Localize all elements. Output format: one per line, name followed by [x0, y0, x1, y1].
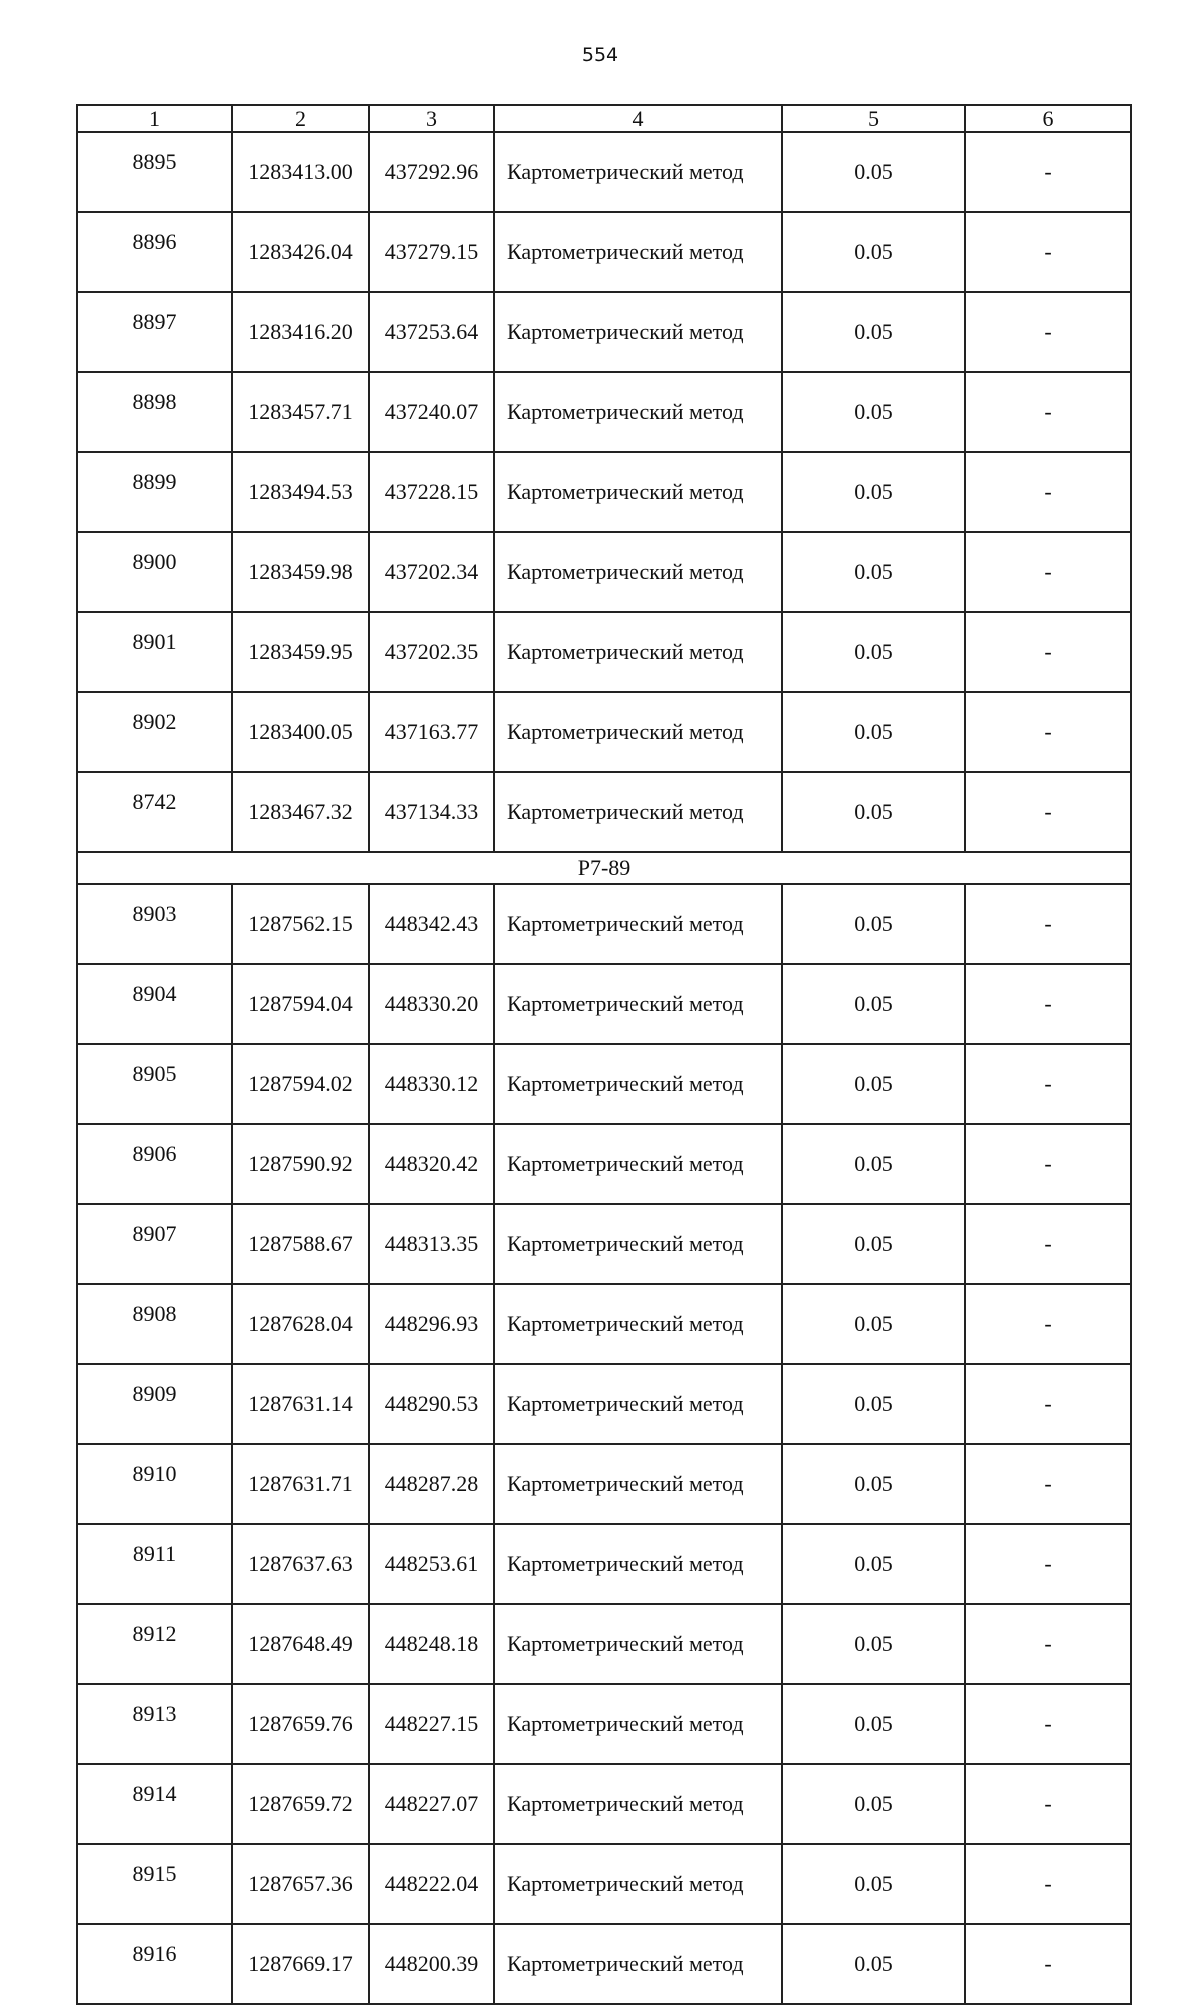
method-cell: Картометрический метод	[494, 1684, 782, 1764]
point-number-cell: 8742	[77, 772, 232, 852]
y-coordinate-cell: 437240.07	[369, 372, 494, 452]
table-row	[77, 292, 1131, 372]
header-cell-col1: 1	[77, 105, 232, 132]
table-row	[77, 612, 1131, 692]
x-coordinate-cell: 1283467.32	[232, 772, 369, 852]
note-cell: -	[965, 1204, 1131, 1284]
y-coordinate-cell: 448227.07	[369, 1764, 494, 1844]
y-coordinate-cell: 437202.35	[369, 612, 494, 692]
table-row	[77, 1844, 1131, 1924]
table-row	[77, 1924, 1131, 2004]
table-row	[77, 532, 1131, 612]
method-cell: Картометрический метод	[494, 1524, 782, 1604]
x-coordinate-cell: 1283459.98	[232, 532, 369, 612]
table-row	[77, 1604, 1131, 1684]
x-coordinate-cell: 1287637.63	[232, 1524, 369, 1604]
note-cell: -	[965, 212, 1131, 292]
accuracy-cell: 0.05	[782, 1044, 965, 1124]
x-coordinate-cell: 1287669.17	[232, 1924, 369, 2004]
table-row	[77, 132, 1131, 212]
table-body	[77, 105, 1131, 2004]
note-cell: -	[965, 1284, 1131, 1364]
note-cell: -	[965, 1684, 1131, 1764]
x-coordinate-cell: 1287562.15	[232, 884, 369, 964]
accuracy-cell: 0.05	[782, 1924, 965, 2004]
method-cell: Картометрический метод	[494, 1044, 782, 1124]
accuracy-cell: 0.05	[782, 292, 965, 372]
method-cell: Картометрический метод	[494, 1204, 782, 1284]
x-coordinate-cell: 1283494.53	[232, 452, 369, 532]
x-coordinate-cell: 1283416.20	[232, 292, 369, 372]
header-cell-col2: 2	[232, 105, 369, 132]
accuracy-cell: 0.05	[782, 692, 965, 772]
accuracy-cell: 0.05	[782, 1844, 965, 1924]
method-cell: Картометрический метод	[494, 1284, 782, 1364]
method-cell: Картометрический метод	[494, 692, 782, 772]
note-cell: -	[965, 1444, 1131, 1524]
y-coordinate-cell: 437279.15	[369, 212, 494, 292]
header-cell-col3: 3	[369, 105, 494, 132]
accuracy-cell: 0.05	[782, 452, 965, 532]
method-cell: Картометрический метод	[494, 612, 782, 692]
method-cell: Картометрический метод	[494, 132, 782, 212]
note-cell: -	[965, 452, 1131, 532]
accuracy-cell: 0.05	[782, 1364, 965, 1444]
table-row	[77, 1044, 1131, 1124]
table-row	[77, 452, 1131, 532]
x-coordinate-cell: 1287590.92	[232, 1124, 369, 1204]
method-cell: Картометрический метод	[494, 964, 782, 1044]
note-cell: -	[965, 132, 1131, 212]
accuracy-cell: 0.05	[782, 1124, 965, 1204]
method-cell: Картометрический метод	[494, 1764, 782, 1844]
method-cell: Картометрический метод	[494, 1444, 782, 1524]
accuracy-cell: 0.05	[782, 1284, 965, 1364]
accuracy-cell: 0.05	[782, 964, 965, 1044]
point-number-cell: 8901	[77, 612, 232, 692]
y-coordinate-cell: 448200.39	[369, 1924, 494, 2004]
method-cell: Картометрический метод	[494, 772, 782, 852]
note-cell: -	[965, 1124, 1131, 1204]
note-cell: -	[965, 1364, 1131, 1444]
point-number-cell: 8907	[77, 1204, 232, 1284]
x-coordinate-cell: 1287631.14	[232, 1364, 369, 1444]
point-number-cell: 8897	[77, 292, 232, 372]
point-number-cell: 8913	[77, 1684, 232, 1764]
x-coordinate-cell: 1283457.71	[232, 372, 369, 452]
y-coordinate-cell: 448290.53	[369, 1364, 494, 1444]
accuracy-cell: 0.05	[782, 132, 965, 212]
table-row	[77, 1684, 1131, 1764]
note-cell: -	[965, 372, 1131, 452]
coordinates-table	[76, 104, 1132, 2005]
table-row	[77, 372, 1131, 452]
point-number-cell: 8898	[77, 372, 232, 452]
y-coordinate-cell: 448287.28	[369, 1444, 494, 1524]
note-cell: -	[965, 1764, 1131, 1844]
accuracy-cell: 0.05	[782, 1764, 965, 1844]
accuracy-cell: 0.05	[782, 1204, 965, 1284]
note-cell: -	[965, 1604, 1131, 1684]
x-coordinate-cell: 1283459.95	[232, 612, 369, 692]
accuracy-cell: 0.05	[782, 1684, 965, 1764]
x-coordinate-cell: 1287628.04	[232, 1284, 369, 1364]
x-coordinate-cell: 1283413.00	[232, 132, 369, 212]
table-row	[77, 1284, 1131, 1364]
section-title: Р7-89	[77, 852, 1131, 884]
y-coordinate-cell: 437163.77	[369, 692, 494, 772]
method-cell: Картометрический метод	[494, 1924, 782, 2004]
x-coordinate-cell: 1287648.49	[232, 1604, 369, 1684]
header-row	[77, 105, 1131, 132]
point-number-cell: 8895	[77, 132, 232, 212]
y-coordinate-cell: 437292.96	[369, 132, 494, 212]
point-number-cell: 8905	[77, 1044, 232, 1124]
y-coordinate-cell: 448253.61	[369, 1524, 494, 1604]
accuracy-cell: 0.05	[782, 772, 965, 852]
method-cell: Картометрический метод	[494, 884, 782, 964]
y-coordinate-cell: 448248.18	[369, 1604, 494, 1684]
point-number-cell: 8915	[77, 1844, 232, 1924]
section-header-row	[77, 852, 1131, 884]
y-coordinate-cell: 448222.04	[369, 1844, 494, 1924]
y-coordinate-cell: 448227.15	[369, 1684, 494, 1764]
accuracy-cell: 0.05	[782, 212, 965, 292]
y-coordinate-cell: 448313.35	[369, 1204, 494, 1284]
table-row	[77, 692, 1131, 772]
x-coordinate-cell: 1287594.04	[232, 964, 369, 1044]
point-number-cell: 8902	[77, 692, 232, 772]
y-coordinate-cell: 437202.34	[369, 532, 494, 612]
point-number-cell: 8899	[77, 452, 232, 532]
point-number-cell: 8909	[77, 1364, 232, 1444]
y-coordinate-cell: 448342.43	[369, 884, 494, 964]
accuracy-cell: 0.05	[782, 1444, 965, 1524]
accuracy-cell: 0.05	[782, 532, 965, 612]
table-row	[77, 212, 1131, 292]
x-coordinate-cell: 1287657.36	[232, 1844, 369, 1924]
table-row	[77, 884, 1131, 964]
accuracy-cell: 0.05	[782, 884, 965, 964]
point-number-cell: 8903	[77, 884, 232, 964]
point-number-cell: 8910	[77, 1444, 232, 1524]
point-number-cell: 8900	[77, 532, 232, 612]
note-cell: -	[965, 612, 1131, 692]
method-cell: Картометрический метод	[494, 212, 782, 292]
note-cell: -	[965, 884, 1131, 964]
x-coordinate-cell: 1287659.76	[232, 1684, 369, 1764]
accuracy-cell: 0.05	[782, 1604, 965, 1684]
note-cell: -	[965, 292, 1131, 372]
method-cell: Картометрический метод	[494, 1604, 782, 1684]
x-coordinate-cell: 1283426.04	[232, 212, 369, 292]
note-cell: -	[965, 964, 1131, 1044]
header-cell-col4: 4	[494, 105, 782, 132]
table-row	[77, 1444, 1131, 1524]
page-number: 554	[581, 44, 619, 66]
point-number-cell: 8914	[77, 1764, 232, 1844]
point-number-cell: 8912	[77, 1604, 232, 1684]
x-coordinate-cell: 1287588.67	[232, 1204, 369, 1284]
point-number-cell: 8904	[77, 964, 232, 1044]
table-row	[77, 964, 1131, 1044]
point-number-cell: 8916	[77, 1924, 232, 2004]
method-cell: Картометрический метод	[494, 292, 782, 372]
y-coordinate-cell: 448320.42	[369, 1124, 494, 1204]
method-cell: Картометрический метод	[494, 1124, 782, 1204]
table-row	[77, 1524, 1131, 1604]
note-cell: -	[965, 1044, 1131, 1124]
accuracy-cell: 0.05	[782, 372, 965, 452]
note-cell: -	[965, 1524, 1131, 1604]
table-row	[77, 1204, 1131, 1284]
method-cell: Картометрический метод	[494, 1844, 782, 1924]
x-coordinate-cell: 1287659.72	[232, 1764, 369, 1844]
y-coordinate-cell: 437253.64	[369, 292, 494, 372]
y-coordinate-cell: 448330.12	[369, 1044, 494, 1124]
note-cell: -	[965, 532, 1131, 612]
point-number-cell: 8906	[77, 1124, 232, 1204]
x-coordinate-cell: 1287594.02	[232, 1044, 369, 1124]
method-cell: Картометрический метод	[494, 452, 782, 532]
y-coordinate-cell: 448296.93	[369, 1284, 494, 1364]
accuracy-cell: 0.05	[782, 1524, 965, 1604]
y-coordinate-cell: 437228.15	[369, 452, 494, 532]
table-row	[77, 772, 1131, 852]
table-row	[77, 1764, 1131, 1844]
header-cell-col5: 5	[782, 105, 965, 132]
note-cell: -	[965, 1844, 1131, 1924]
note-cell: -	[965, 1924, 1131, 2004]
x-coordinate-cell: 1287631.71	[232, 1444, 369, 1524]
point-number-cell: 8911	[77, 1524, 232, 1604]
note-cell: -	[965, 772, 1131, 852]
accuracy-cell: 0.05	[782, 612, 965, 692]
point-number-cell: 8908	[77, 1284, 232, 1364]
header-cell-col6: 6	[965, 105, 1131, 132]
y-coordinate-cell: 448330.20	[369, 964, 494, 1044]
method-cell: Картометрический метод	[494, 1364, 782, 1444]
x-coordinate-cell: 1283400.05	[232, 692, 369, 772]
table-row	[77, 1124, 1131, 1204]
point-number-cell: 8896	[77, 212, 232, 292]
method-cell: Картометрический метод	[494, 372, 782, 452]
method-cell: Картометрический метод	[494, 532, 782, 612]
note-cell: -	[965, 692, 1131, 772]
y-coordinate-cell: 437134.33	[369, 772, 494, 852]
table-row	[77, 1364, 1131, 1444]
